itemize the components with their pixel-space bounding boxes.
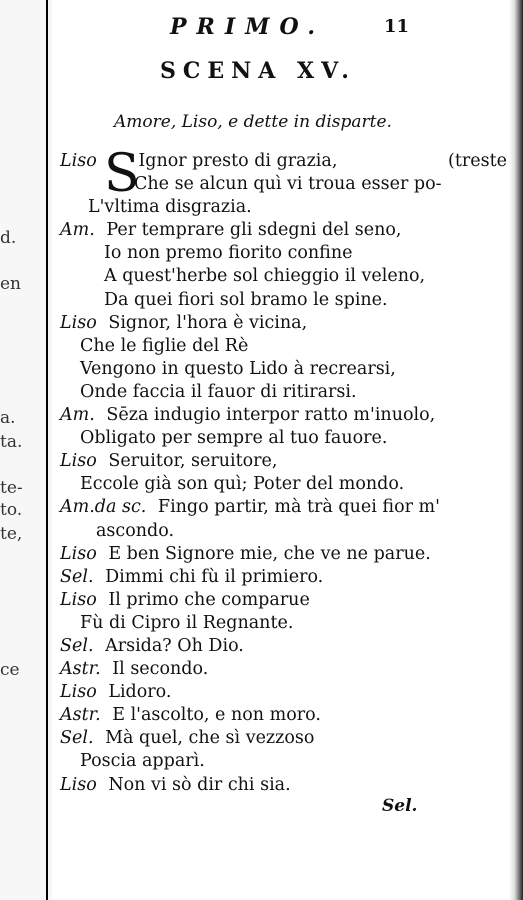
line-text: Fù di Cipro il Regnante. bbox=[80, 612, 294, 633]
line-text: Signor, l'hora è vicina, bbox=[108, 312, 308, 333]
line-text: Obligato per sempre al tuo fauore. bbox=[80, 428, 388, 449]
drop-cap: S bbox=[104, 144, 140, 204]
margin-fragment: a. bbox=[0, 408, 16, 428]
speaker-name: Liso bbox=[60, 151, 97, 171]
line-text: Seruitor, seruitore, bbox=[108, 451, 278, 472]
verse-line bbox=[60, 543, 509, 566]
stage-direction: Amore, Liso, e dette in disparte. bbox=[114, 112, 392, 132]
speaker-name: Astr. bbox=[60, 705, 101, 726]
scene-title: SCENA XV. bbox=[160, 58, 356, 84]
margin-fragment: to. bbox=[0, 500, 23, 520]
verse-line bbox=[60, 566, 509, 589]
verse-line bbox=[60, 265, 509, 288]
speaker-name: Am. bbox=[60, 220, 95, 241]
speaker-name: Liso bbox=[60, 451, 97, 472]
margin-fragment: ce bbox=[0, 660, 20, 680]
line-text: Che le figlie del Rè bbox=[80, 335, 249, 356]
line-text: A quest'herbe sol chieggio il veleno, bbox=[104, 266, 426, 287]
speaker-name: Sel. bbox=[60, 635, 94, 656]
verse-line bbox=[60, 404, 509, 427]
speaker-name: Sel. bbox=[60, 566, 94, 587]
verse-line bbox=[60, 774, 509, 797]
line-text: Non vi sò dir chi sia. bbox=[108, 774, 291, 795]
line-text: Per temprare gli sdegni del seno, bbox=[106, 220, 402, 241]
line-text: Fingo partir, mà trà quei fior m' bbox=[157, 497, 440, 518]
page-spine bbox=[46, 0, 48, 900]
verse-line bbox=[60, 496, 509, 519]
line-text: Da quei fiori sol bramo le spine. bbox=[104, 289, 388, 310]
line-text: Arsida? Oh Dio. bbox=[105, 635, 244, 656]
running-head: PRIMO. bbox=[170, 14, 326, 40]
verse-line bbox=[60, 681, 509, 704]
speaker-name: Liso bbox=[60, 589, 97, 610]
verse-line bbox=[60, 473, 509, 496]
line-text: Il primo che comparue bbox=[108, 589, 310, 610]
line-text: Sēza indugio interpor ratto m'inuolo, bbox=[106, 405, 436, 426]
speaker-name: Astr. bbox=[60, 659, 101, 680]
line-text: Dimmi chi fù il primiero. bbox=[105, 566, 324, 587]
verse-line bbox=[60, 450, 509, 473]
margin-fragment: te- bbox=[0, 478, 23, 498]
verse-line bbox=[60, 727, 509, 750]
line-text: Eccole già son quì; Poter del mondo. bbox=[80, 474, 405, 495]
speaker-name: Liso bbox=[60, 312, 97, 333]
line-text: Io non premo fiorito confine bbox=[104, 243, 353, 264]
verse-line bbox=[60, 242, 509, 265]
line-text: Onde faccia il fauor di ritirarsi. bbox=[80, 381, 357, 402]
verse-line bbox=[60, 427, 509, 450]
margin-fragment: te, bbox=[0, 524, 23, 544]
catchword: Sel. bbox=[382, 796, 418, 816]
verse-line bbox=[60, 589, 509, 612]
line-text: Ignor presto di grazia, bbox=[138, 151, 338, 171]
line-text: Il secondo. bbox=[112, 659, 209, 680]
verse-line bbox=[60, 312, 509, 335]
binding-margin bbox=[0, 0, 52, 900]
verse-line bbox=[60, 358, 509, 381]
verse-line bbox=[60, 658, 509, 681]
line-text: Che se alcun quì vi troua esser po- bbox=[134, 174, 442, 195]
verse-line bbox=[60, 520, 509, 543]
line-text: E l'ascolto, e non moro. bbox=[112, 705, 321, 726]
verse-line bbox=[60, 750, 509, 773]
line-text: E ben Signore mie, che ve ne parue. bbox=[108, 543, 431, 564]
line-text: ascondo. bbox=[96, 520, 175, 541]
verse-line bbox=[60, 289, 509, 312]
verse-line bbox=[60, 635, 509, 658]
verse-line bbox=[60, 196, 509, 219]
verse-line bbox=[60, 219, 509, 242]
line-text: Vengono in questo Lido à recrearsi, bbox=[80, 358, 396, 379]
speaker-name: Am. bbox=[60, 405, 95, 426]
book-page bbox=[52, 0, 509, 900]
verse-line bbox=[60, 612, 509, 635]
margin-fragment: d. bbox=[0, 228, 17, 248]
speaker-name: Liso bbox=[60, 543, 97, 564]
line-text: L'vltima disgrazia. bbox=[88, 197, 252, 218]
line-text: Poscia apparì. bbox=[80, 751, 205, 772]
verse-line bbox=[60, 704, 509, 727]
margin-fragment: en bbox=[0, 274, 22, 294]
dialogue-text bbox=[60, 144, 509, 797]
speaker-name: Liso bbox=[60, 682, 97, 703]
verse-line bbox=[60, 381, 509, 404]
page-edge bbox=[509, 0, 523, 900]
turnover-text: (treste bbox=[448, 151, 507, 171]
line-text: Mà quel, che sì vezzoso bbox=[105, 728, 315, 749]
page-number: 11 bbox=[384, 16, 410, 37]
verse-line bbox=[60, 335, 509, 358]
speaker-name: Am.da sc. bbox=[60, 497, 147, 518]
speaker-name: Liso bbox=[60, 774, 97, 795]
line-text: Lidoro. bbox=[108, 682, 172, 703]
verse-line bbox=[60, 173, 509, 196]
speaker-name: Sel. bbox=[60, 728, 94, 749]
margin-fragment: ta. bbox=[0, 432, 23, 452]
